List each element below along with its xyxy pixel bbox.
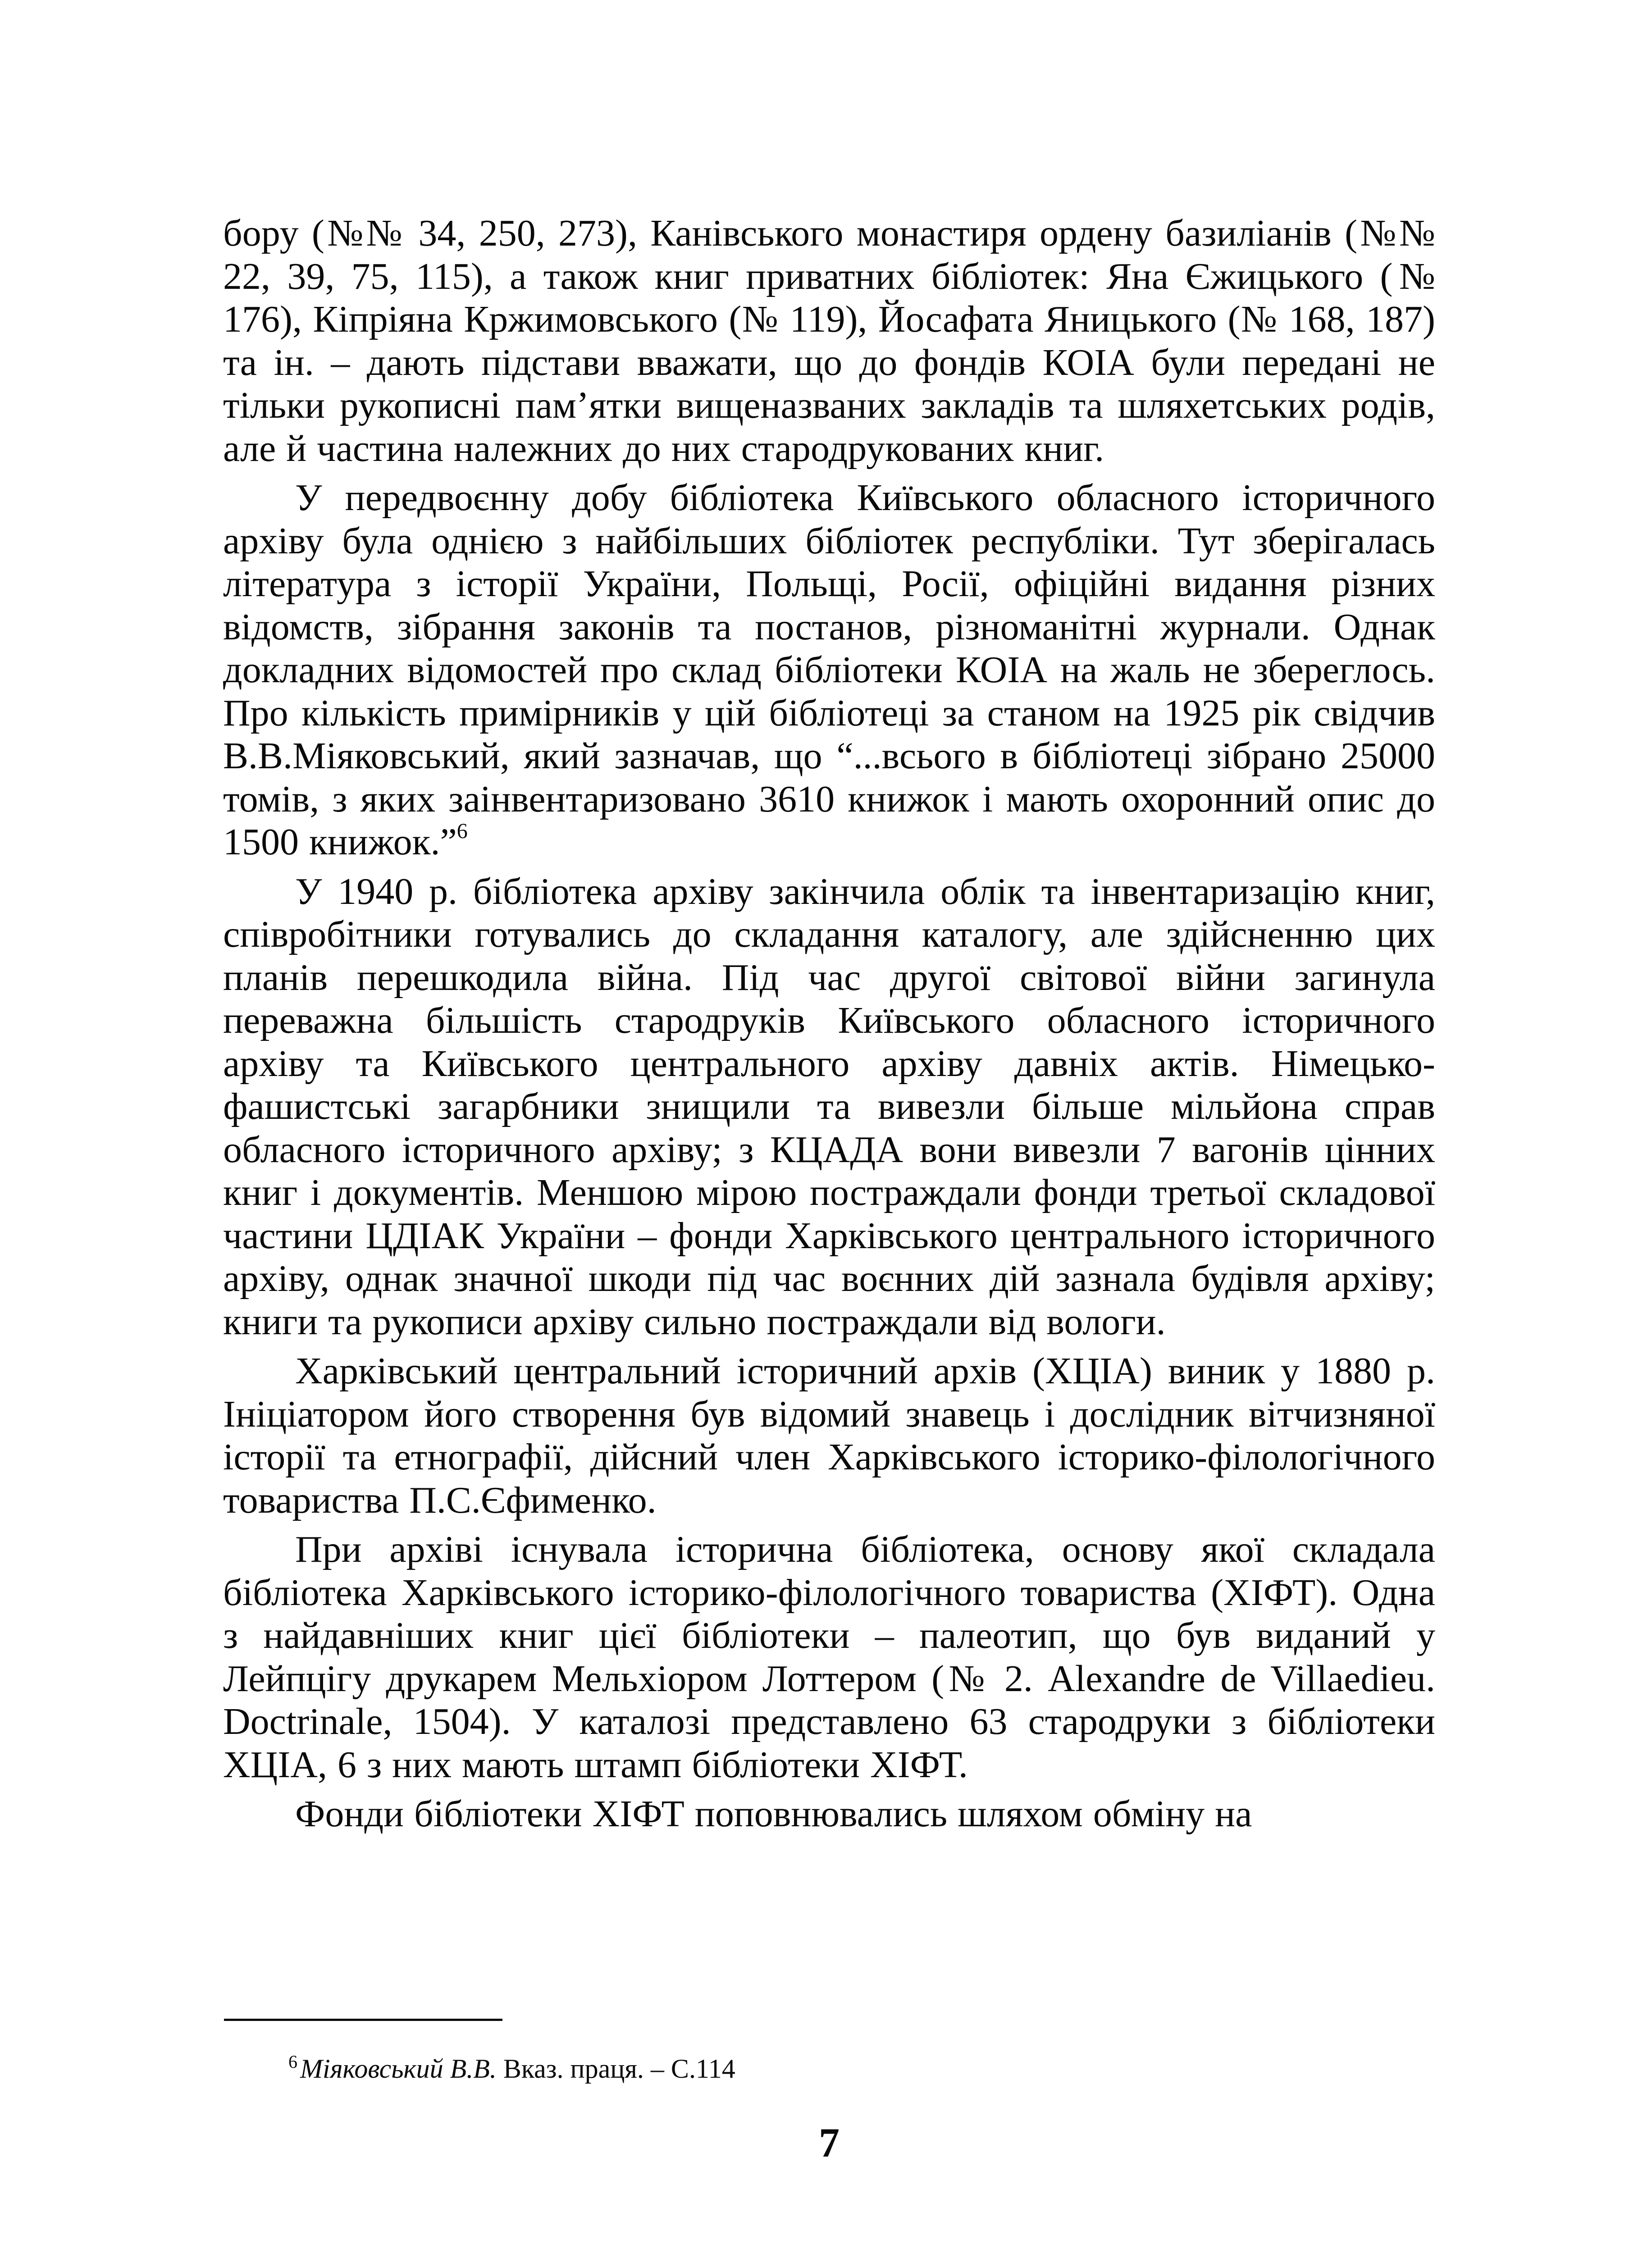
- footnote: [288, 2046, 735, 2085]
- paragraph-5: При архіві існувала історична бібліотека, основу якої складала бібліотека Харківського історико-філологічного товариства (ХІФТ). Одна з найдавніших книг цієї бібліотеки – палеотип, що був виданий у Лейпцігу друкарем Мельхіором Лоттером (№ 2. Alexandre de Villaedieu. Doctrinale, 1504). У каталозі представлено 63 стародруки з бібліотеки ХЦІА, 6 з них мають штамп бібліотеки ХІФТ.: [223, 1528, 1435, 1786]
- paragraph-1: бору (№№ 34, 250, 273), Канівського монастиря ордену базиліанів (№№ 22, 39, 75, 115), а також книг приватних бібліотек: Яна Єжицького (№ 176), Кіпріяна Кржимовського (№ 119), Йосафата Яницького (№ 168, 187) та ін. – дають підстави вважати, що до фондів КОІА були передані не тільки рукописні пам’ятки вищеназваних закладів та шляхетських родів, але й частина належних до них стародрукованих книг.: [223, 212, 1435, 470]
- paragraph-2: [223, 476, 1435, 864]
- body-text: [223, 212, 1435, 1836]
- paragraph-6: Фонди бібліотеки ХІФТ поповнювались шляхом обміну на: [295, 1793, 1252, 1835]
- footnote-text: Вказ. праця. – С.114: [496, 2054, 735, 2084]
- paragraph-3: У 1940 р. бібліотека архіву закінчила облік та інвентаризацію книг, співробітники готувались до складання каталогу, але здійсненню цих планів перешкодила війна. Під час другої світової війни загинула переважна більшість стародруків Київського обласного історичного архіву та Київського центрального архіву давніх актів. Німецько-фашистські загарбники знищили та вивезли більше мільйона справ обласного історичного архіву; з КЦАДА вони вивезли 7 вагонів цінних книг і документів. Меншою мірою постраждали фонди третьої складової частини ЦДІАК України – фонди Харківського центрального історичного архіву, однак значної шкоди під час воєнних дій зазнала будівля архіву; книги та рукописи архіву сильно постраждали від вологи.: [223, 870, 1435, 1343]
- footnote-reference: 6: [456, 819, 468, 843]
- footnote-author: Міяковський В.В.: [300, 2054, 497, 2084]
- footnote-number: 6: [288, 2052, 297, 2072]
- paragraph-4: Харківський центральний історичний архів (ХЦІА) виник у 1880 р. Ініціатором його створення був відомий знавець і дослідник вітчизняної історії та етнографії, дійсний член Харківського історико-філологічного товариства П.С.Єфименко.: [223, 1350, 1435, 1521]
- paragraph-2-text: У передвоєнну добу бібліотека Київського обласного історичного архіву була однією з найбільших бібліотек республіки. Тут зберігалась література з історії України, Польщі, Росії, офіційні видання різних відомств, зібрання законів та постанов, різноманітні журнали. Однак докладних відомостей про склад бібліотеки КОІА на жаль не збереглось. Про кількість примірників у цій бібліотеці за станом на 1925 рік свідчив В.В.Міяковський, який зазначав, що “...всього в бібліотеці зібрано 25000 томів, з яких заінвентаризовано 3610 книжок і мають охоронний опис до 1500 книжок.”: [223, 477, 1435, 863]
- page-number: 7: [819, 2120, 840, 2166]
- footnote-divider: [224, 2019, 502, 2021]
